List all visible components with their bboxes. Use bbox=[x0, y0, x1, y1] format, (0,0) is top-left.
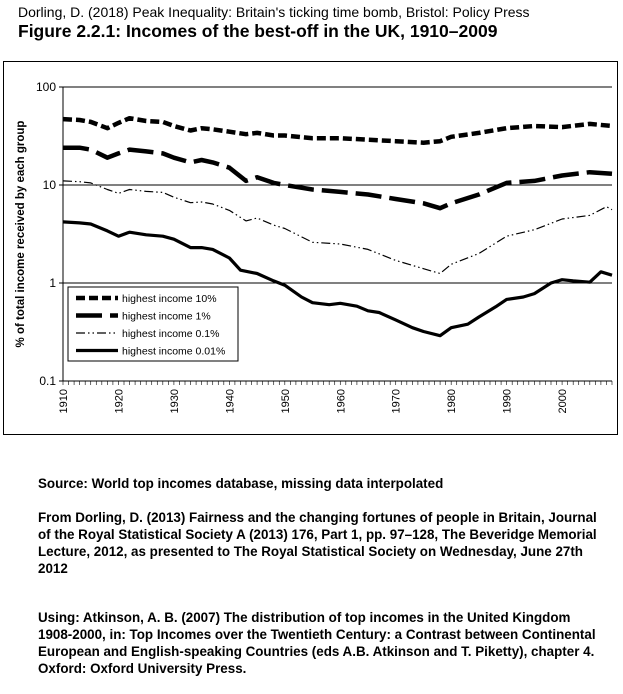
x-tick-label-9: 2000 bbox=[557, 389, 570, 414]
legend-label-1: highest income 1% bbox=[122, 310, 211, 323]
x-tick-label-0: 1910 bbox=[58, 389, 70, 414]
y-tick-label-2: 1 bbox=[49, 276, 56, 290]
x-tick-label-1: 1920 bbox=[113, 389, 126, 414]
x-tick-label-8: 1990 bbox=[501, 389, 514, 414]
x-tick-label-4: 1950 bbox=[279, 389, 292, 414]
x-tick-label-2: 1930 bbox=[168, 389, 181, 414]
x-tick-label-7: 1980 bbox=[446, 389, 459, 414]
source-note: Source: World top incomes database, missing data interpolated bbox=[38, 476, 444, 491]
y-axis-label: % of total income received by each group bbox=[15, 120, 27, 348]
legend-label-0: highest income 10% bbox=[122, 293, 217, 305]
x-tick-label-5: 1960 bbox=[335, 389, 348, 414]
y-tick-label-3: 0.1 bbox=[39, 374, 56, 388]
citation-text: Dorling, D. (2018) Peak Inequality: Britain's ticking time bomb, Bristol: Policy Press bbox=[18, 4, 530, 20]
y-tick-label-1: 10 bbox=[42, 178, 56, 192]
figure-title: Figure 2.2.1: Incomes of the best-off in the UK, 1910–2009 bbox=[18, 21, 498, 41]
series-line-2 bbox=[63, 181, 612, 274]
x-tick-label-3: 1940 bbox=[224, 389, 237, 414]
y-tick-label-0: 100 bbox=[35, 80, 56, 94]
x-tick-label-6: 1970 bbox=[390, 389, 403, 414]
income-chart bbox=[3, 61, 618, 435]
notes-section bbox=[38, 475, 608, 694]
series-line-0 bbox=[63, 118, 612, 143]
from-note: From Dorling, D. (2013) Fairness and the changing fortunes of people in Britain, Journal of the Royal Statistical Society A (2013) 176, Part 1, pp. 97–128, The Beveridge Memorial Lecture, 2012, as presented to The Royal Statistical Society on Wednesday, June 27th 2012 bbox=[38, 510, 597, 576]
legend-label-3: highest income 0.01% bbox=[122, 345, 226, 358]
legend-label-2: highest income 0.1% bbox=[122, 328, 220, 340]
series-line-1 bbox=[63, 148, 612, 209]
using-note: Using: Atkinson, A. B. (2007) The distribution of top incomes in the United Kingdom 1908-2000, in: Top Incomes over the Twentieth Century: a Contrast between Continental European and English-speaking Countries (eds A.B. Atkinson and T. Piketty), chapter 4. Oxford: Oxford University Press. bbox=[38, 610, 596, 676]
